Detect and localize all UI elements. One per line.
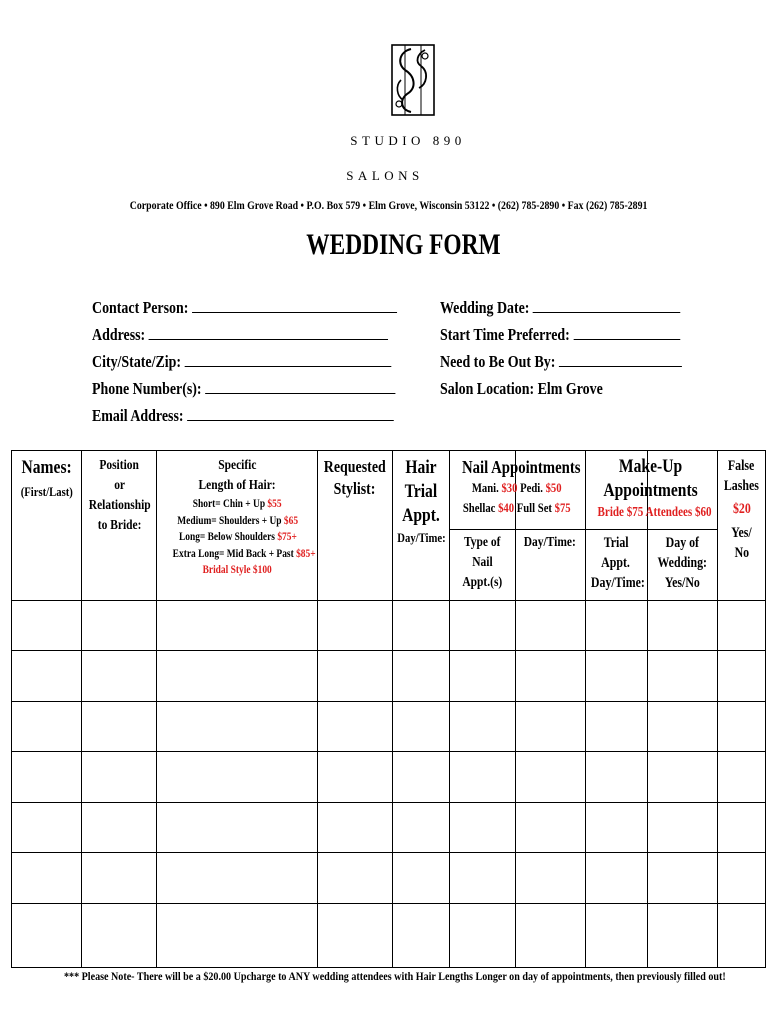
- out-by-label: Need to Be Out By:: [440, 352, 556, 371]
- start-time-label: Start Time Preferred:: [440, 325, 570, 344]
- names-subheader: (First/Last): [20, 484, 73, 499]
- wedding-date-label: Wedding Date:: [440, 298, 530, 317]
- salon-location-label: Salon Location:: [440, 379, 535, 398]
- contact-block: [92, 294, 464, 429]
- names-header: Names:: [21, 457, 72, 478]
- stylist-header: Requested Stylist:: [323, 457, 386, 498]
- start-time-field[interactable]: [573, 324, 680, 340]
- makeup-trial-header: Trial Appt. Day/Time:: [590, 535, 645, 591]
- position-header: Position or Relationship to Bride:: [88, 458, 151, 533]
- contact-person-label: Contact Person:: [92, 298, 189, 317]
- hair-trial-header: Hair Trial Appt. Day/Time:: [397, 457, 446, 545]
- salon-location-value: Elm Grove: [537, 379, 603, 398]
- form-title: WEDDING FORM: [306, 228, 501, 261]
- city-state-zip-label: City/State/Zip:: [92, 352, 182, 371]
- nail-type-header: Type of Nail Appt.(s): [462, 535, 502, 590]
- city-state-zip-field[interactable]: [185, 351, 392, 367]
- footer-note: *** Please Note- There will be a $20.00 Upcharge to ANY wedding attendees with Hair Lengths Longer on day of appointments, then previously filled out!: [64, 969, 726, 983]
- corporate-office-line: Corporate Office • 890 Elm Grove Road • P.O. Box 579 • Elm Grove, Wisconsin 53122 • (262) 785-2890 • Fax (262) 785-2891: [129, 198, 648, 212]
- studio-890-logo: [391, 44, 435, 116]
- phone-label: Phone Number(s):: [92, 379, 202, 398]
- brand-subtitle: SALONS: [346, 168, 424, 183]
- email-label: Email Address:: [92, 406, 184, 425]
- hair-length-header: Specific Length of Hair: Short= Chin + Up $55 Medium= Shoulders + Up $65 Long= Below Shoulders $75+ Extra Long= Mid Back + Past $85+ Bridal Style $100: [172, 458, 316, 576]
- phone-field[interactable]: [205, 378, 395, 394]
- address-label: Address:: [92, 325, 146, 344]
- nail-header: Nail Appointments Mani. $30 Pedi. $50 Shellac $40 Full Set $75: [462, 457, 581, 515]
- wedding-date-field[interactable]: [533, 297, 681, 313]
- makeup-header: Make-Up Appointments Bride $75 Attendees $60: [597, 456, 712, 519]
- address-field[interactable]: [149, 324, 388, 340]
- contact-person-field[interactable]: [192, 297, 397, 313]
- nail-daytime-header: Day/Time:: [523, 535, 577, 550]
- wedding-block: [440, 294, 735, 402]
- email-field[interactable]: [187, 405, 394, 421]
- lashes-header: False Lashes $20 Yes/ No: [723, 458, 760, 561]
- brand-name: STUDIO 890: [350, 133, 466, 148]
- makeup-dayof-header: Day of Wedding: Yes/No: [657, 535, 707, 591]
- out-by-field[interactable]: [559, 351, 682, 367]
